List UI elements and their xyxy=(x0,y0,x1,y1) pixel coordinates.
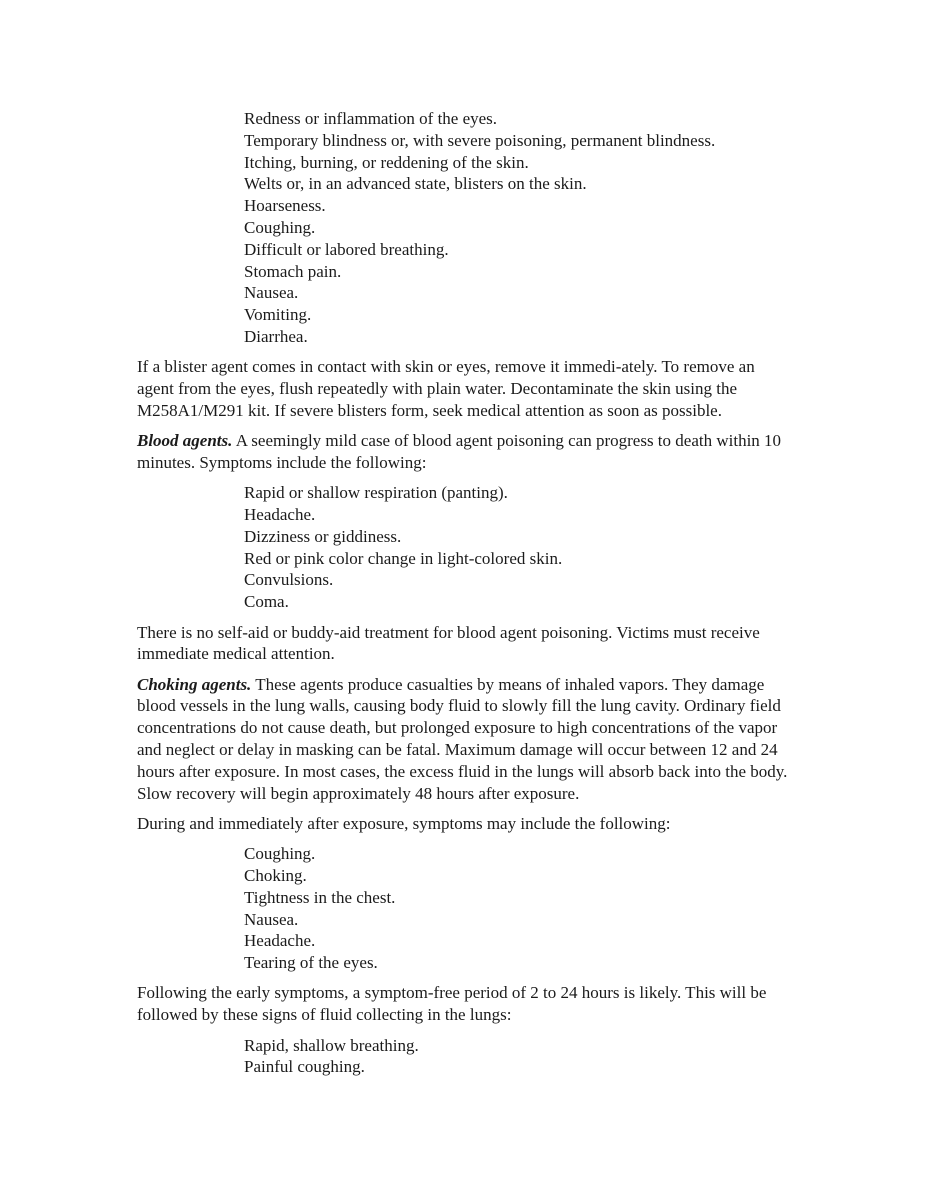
list-item: Tearing of the eyes. xyxy=(244,953,378,973)
list-item: Tightness in the chest. xyxy=(244,887,396,907)
paragraph-during-exposure: During and immediately after exposure, symptoms may include the following: xyxy=(137,813,671,833)
blister-symptom-list xyxy=(244,108,793,348)
blood-agents-lead: Blood agents. xyxy=(137,431,233,451)
list-item: Dizziness or giddiness. xyxy=(244,526,402,546)
list-item: Red or pink color change in light-colored skin. xyxy=(244,548,563,568)
paragraph-blood-agents xyxy=(137,430,793,474)
list-item: Nausea. xyxy=(244,283,299,303)
list-item: Welts or, in an advanced state, blisters on the skin. xyxy=(244,174,587,194)
list-item: Hoarseness. xyxy=(244,196,326,216)
choking-agents-text: These agents produce casualties by means of inhaled vapors. They damage blood vessels in the lung walls, causing body fluid to slowly fill the lung cavity. Ordinary field concentrations do not cause death, but prolonged exposure to high concentrations of the vapor and neglect or delay in masking can be fatal. Maximum damage will occur between 12 and 24 hours after exposure. In most cases, the excess fluid in the lungs will absorb back into the body. Slow recovery will begin approximately 48 hours after exposure. xyxy=(137,674,788,803)
list-item: Rapid or shallow respiration (panting). xyxy=(244,483,508,503)
list-item: Stomach pain. xyxy=(244,261,342,281)
list-item: Painful coughing. xyxy=(244,1057,365,1077)
blood-symptom-list xyxy=(244,482,793,613)
list-item: Headache. xyxy=(244,931,316,951)
list-item: Coma. xyxy=(244,592,289,612)
list-item: Coughing. xyxy=(244,217,316,237)
list-item: Temporary blindness or, with severe poisoning, permanent blindness. xyxy=(244,130,716,150)
list-item: Rapid, shallow breathing. xyxy=(244,1035,419,1055)
page-content xyxy=(137,108,793,1087)
blood-agents-text: A seemingly mild case of blood agent poisoning can progress to death within 10 minutes. Symptoms include the following: xyxy=(137,431,782,472)
list-item: Choking. xyxy=(244,866,307,885)
paragraph-blood-treatment: There is no self-aid or buddy-aid treatment for blood agent poisoning. Victims must receive immediate medical attention. xyxy=(137,622,760,664)
paragraph-following-symptoms: Following the early symptoms, a symptom-free period of 2 to 24 hours is likely. This will be followed by these signs of fluid collecting in the lungs: xyxy=(137,983,767,1025)
choking-agents-lead: Choking agents. xyxy=(137,674,252,694)
list-item: Itching, burning, or reddening of the skin. xyxy=(244,152,529,172)
paragraph-blister-treatment: If a blister agent comes in contact with skin or eyes, remove it immedi-ately. To remove an agent from the eyes, flush repeatedly with plain water. Decontaminate the skin using the M258A1/M291 kit. If severe blisters form, seek medical attention as soon as possible. xyxy=(137,357,755,420)
list-item: Convulsions. xyxy=(244,570,334,590)
list-item: Nausea. xyxy=(244,909,299,929)
paragraph-choking-agents xyxy=(137,674,793,805)
list-item: Coughing. xyxy=(244,844,316,864)
list-item: Redness or inflammation of the eyes. xyxy=(244,109,498,128)
list-item: Vomiting. xyxy=(244,305,312,325)
list-item: Difficult or labored breathing. xyxy=(244,239,449,259)
choking-late-symptom-list xyxy=(244,1035,793,1079)
list-item: Diarrhea. xyxy=(244,326,308,346)
choking-early-symptom-list xyxy=(244,843,793,974)
list-item: Headache. xyxy=(244,505,316,525)
